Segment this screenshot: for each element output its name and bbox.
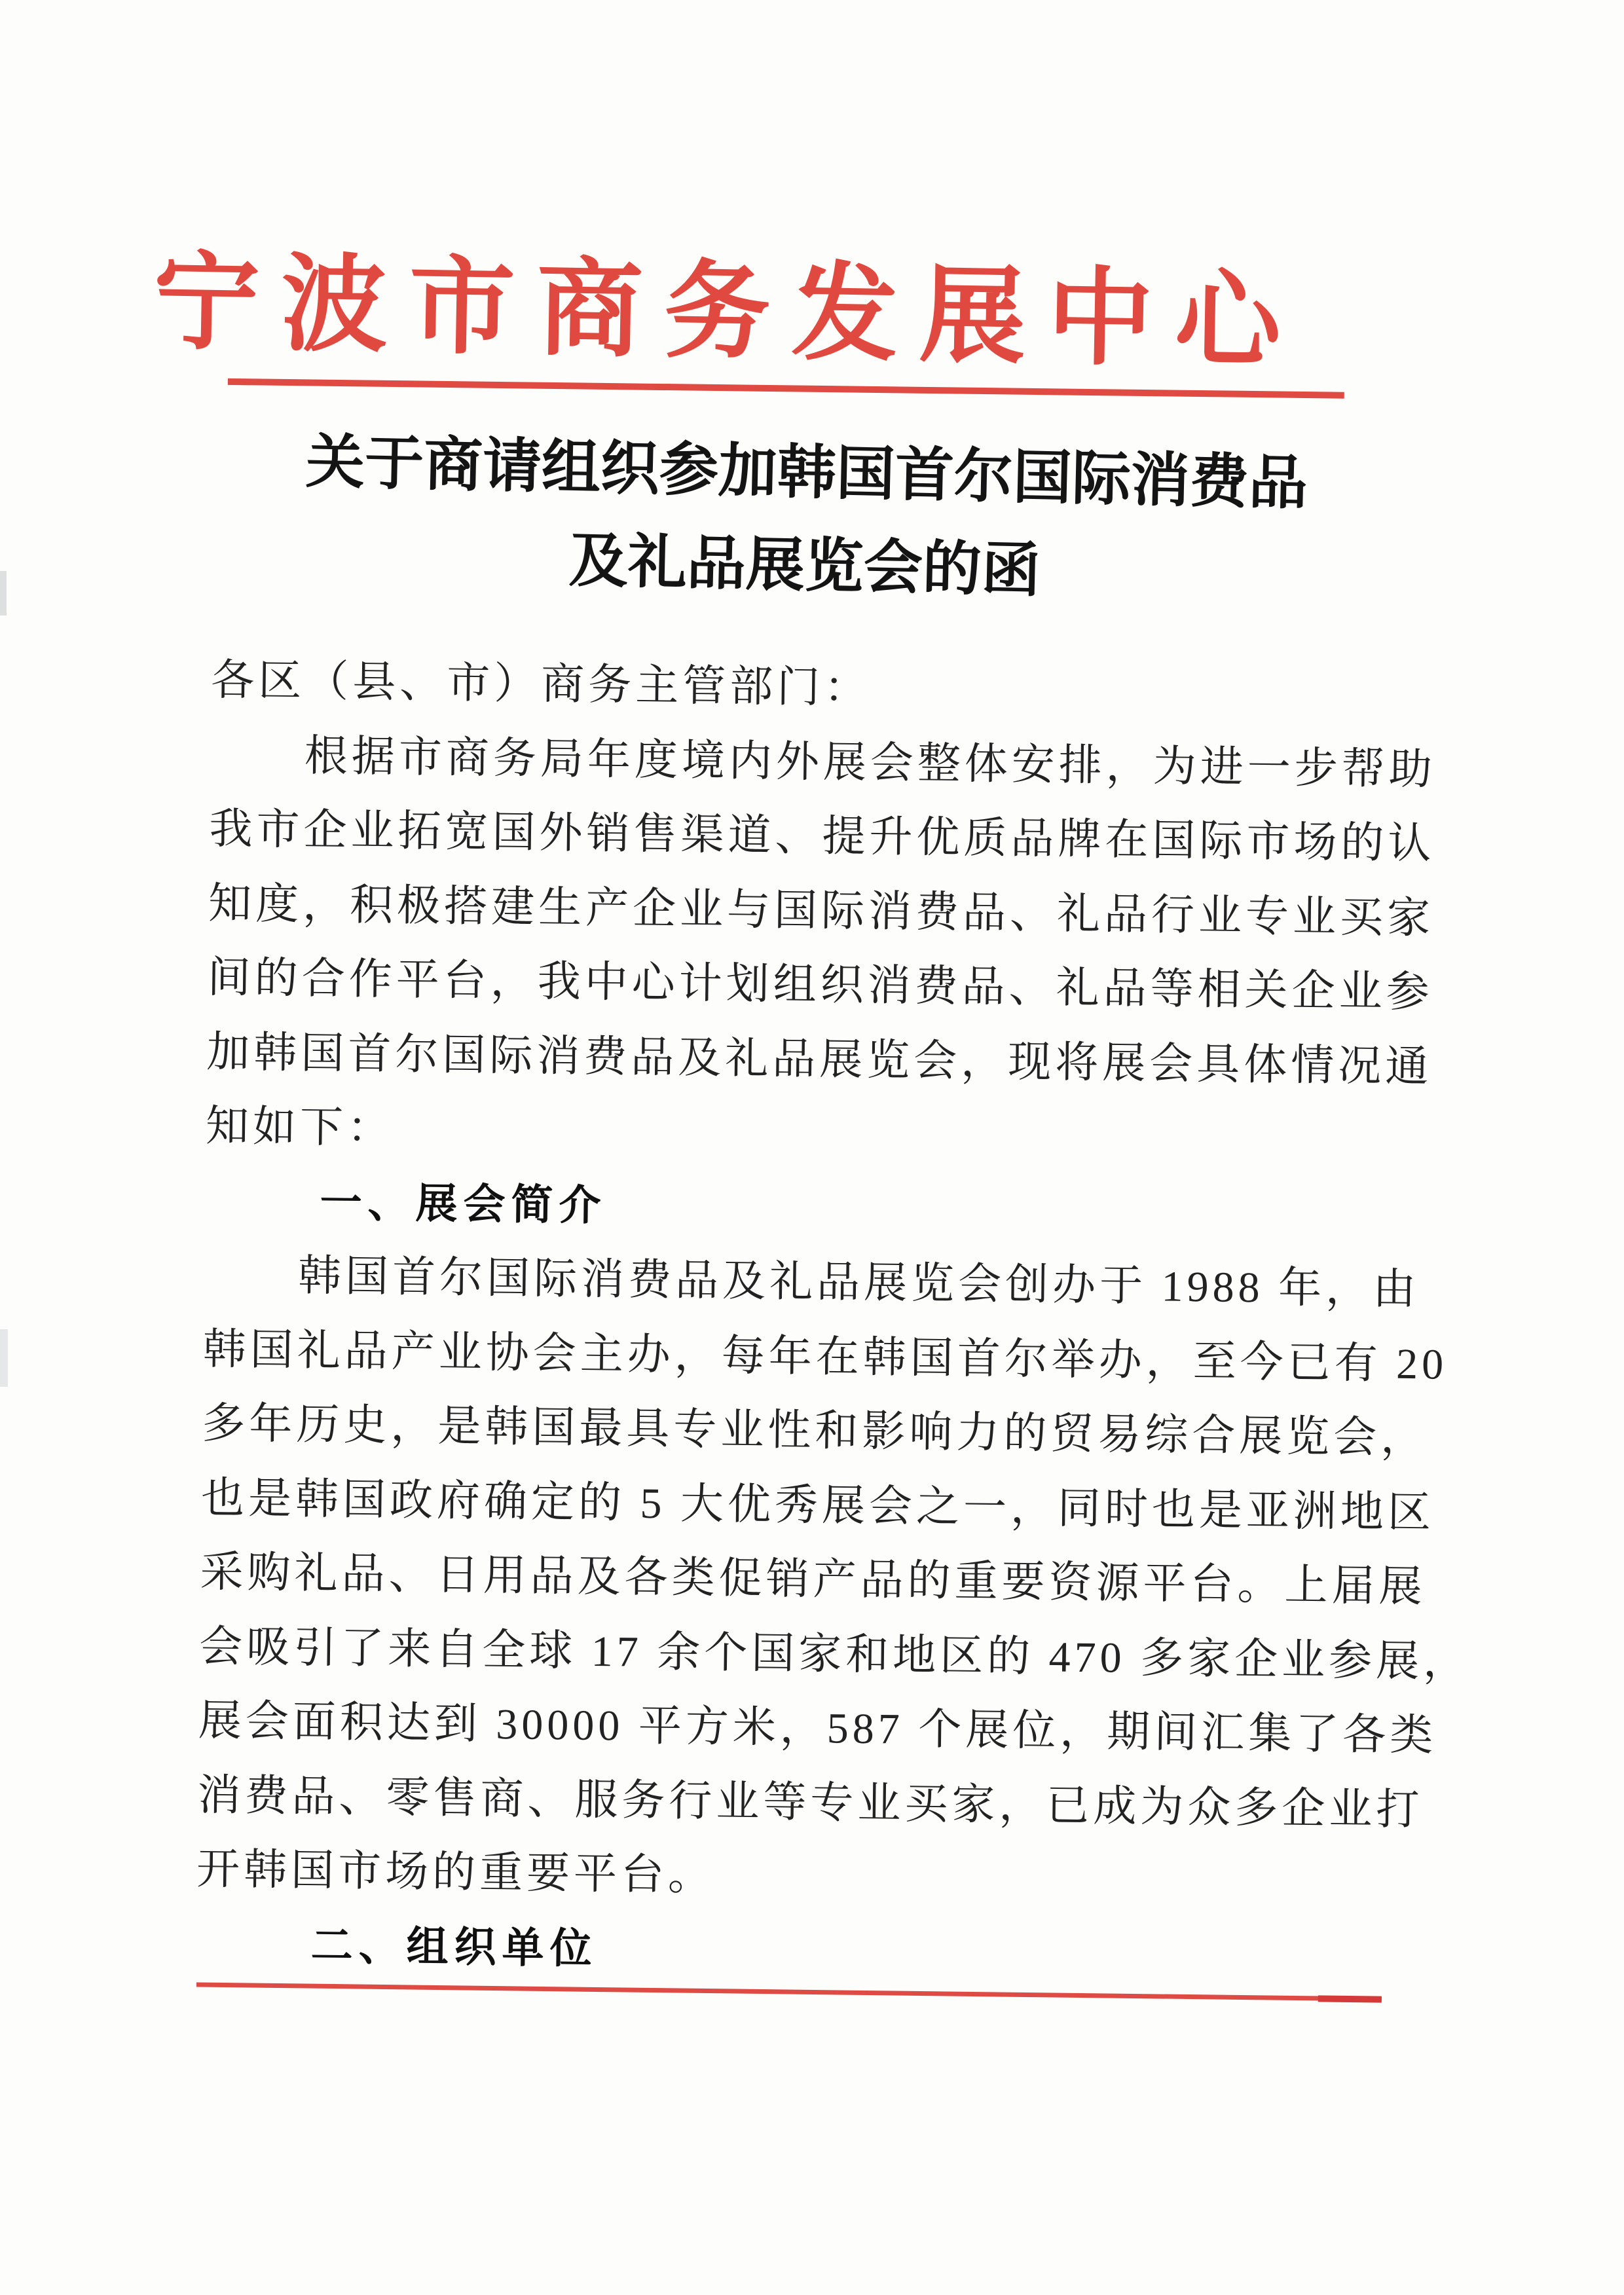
body-line: 展会面积达到 30000 平方米，587 个展位，期间汇集了各类 [198,1697,1437,1760]
scan-artifact [0,1329,8,1387]
body-line: 知如下： [205,1102,395,1153]
body-line: 韩国礼品产业协会主办，每年在韩国首尔举办，至今已有 20 [202,1325,1448,1389]
body-line: 消费品、零售商、服务行业等专业买家，已成为众多企业打 [197,1771,1424,1834]
body-line: 韩国首尔国际消费品及礼品展览会创办于 1988 年，由 [297,1252,1420,1314]
document-title [214,414,1397,626]
letterhead-org-name: 宁波市商务发展中心 [152,244,1304,382]
scan-artifact [0,571,7,615]
salutation: 各区（县、市）商务主管部门： [210,656,872,712]
document-title-line-2: 及礼品展览会的函 [568,528,1041,604]
body-line: 会吸引了来自全球 17 余个国家和地区的 470 多家企业参展， [198,1623,1471,1686]
body-line: 也是韩国政府确定的 5 大优秀展会之一，同时也是亚洲地区 [200,1474,1435,1537]
body-line: 根据市商务局年度境内外展会整体安排，为进一步帮助 [304,731,1437,794]
document-title-line-1: 关于商请组织参加韩国首尔国际消费品 [304,430,1308,517]
body-line: 知度，积极搭建生产企业与国际消费品、礼品行业专业买家 [208,879,1435,942]
footer-red-rule-end [1318,1995,1382,2002]
body-line: 多年历史，是韩国最具专业性和影响力的贸易综合展览会， [201,1399,1428,1463]
body-line: 加韩国首尔国际消费品及礼品展览会，现将展会具体情况通 [206,1028,1433,1091]
body-line: 开韩国市场的重要平台。 [196,1845,716,1900]
section-heading-1: 一、展会简介 [320,1178,607,1229]
section-heading-2: 二、组织单位 [310,1921,599,1972]
body-line: 我市企业拓宽国外销售渠道、提升优质品牌在国际市场的认 [209,805,1435,868]
body-line: 采购礼品、日用品及各类促销产品的重要资源平台。上届展 [200,1548,1426,1611]
letter-body [195,644,1471,1996]
body-line: 间的合作平台，我中心计划组织消费品、礼品等相关企业参 [207,953,1434,1017]
